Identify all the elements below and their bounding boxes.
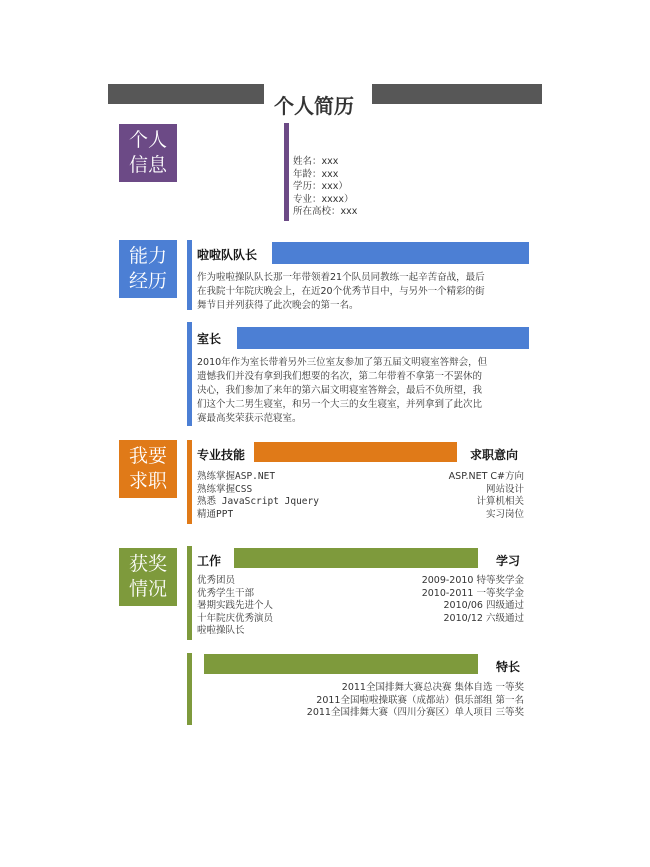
- exp1-text: 作为啦啦操队队长那一年带领着21个队员同教练一起辛苦奋战，最后 在我院十年院庆晚会上，在近20个优秀节目中，与另外一个精彩的街 舞节目并列获得了此次晚会的第一名。: [197, 272, 485, 311]
- study-item: 2009-2010 特等奖学金: [421, 575, 524, 586]
- intent-list: [449, 471, 524, 521]
- study-list: [422, 575, 524, 625]
- skill-item: 精通PPT: [197, 508, 234, 520]
- tag-ability: 能力 经历: [119, 240, 177, 298]
- study-title: 学习: [496, 554, 521, 568]
- work-title: 工作: [197, 554, 222, 568]
- exp2-title: 室长: [197, 332, 222, 346]
- tag-awards: 获奖 情况: [119, 548, 177, 606]
- job-divider: [187, 440, 192, 524]
- exp2-bar: [237, 327, 529, 349]
- work-list: [197, 575, 273, 638]
- personal-info-list: [293, 156, 357, 219]
- info-name: 姓名：xxx: [293, 156, 339, 167]
- skills-title: 专业技能: [197, 448, 246, 462]
- exp1-title: 啦啦队队长: [197, 248, 258, 262]
- header-bar-left: [108, 84, 264, 104]
- intent-title: 求职意向: [470, 448, 519, 462]
- work-item: 十年院庆优秀演员: [197, 612, 274, 624]
- special-title: 特长: [496, 660, 521, 674]
- skills-list: [197, 471, 319, 521]
- info-major: 专业：xxxx）: [293, 193, 354, 205]
- exp1-bar: [272, 242, 529, 264]
- work-item: 优秀团员: [197, 575, 236, 586]
- tag-personal-info: 个人 信息: [119, 124, 177, 182]
- special-item: 2011全国啦啦操联赛（成都站）俱乐部组 第一名: [316, 694, 524, 706]
- awards-bar: [234, 548, 478, 568]
- intent-item: ASP.NET C#方向: [448, 471, 524, 482]
- study-item: 2010-2011 一等奖学金: [421, 587, 524, 599]
- exp1-divider: [187, 240, 192, 310]
- work-item: 优秀学生干部: [197, 587, 255, 599]
- study-item: 2010/12 六级通过: [443, 612, 524, 624]
- special-divider: [187, 653, 192, 725]
- work-item: 暑期实践先进个人: [197, 600, 274, 611]
- skill-item: 熟练掌握ASP.NET: [197, 471, 276, 482]
- intent-item: 实习岗位: [485, 508, 524, 520]
- info-divider: [284, 123, 289, 221]
- special-bar: [204, 654, 478, 674]
- study-item: 2010/06 四级通过: [443, 600, 524, 611]
- special-item: 2011全国排舞大赛（四川分赛区）单人项目 三等奖: [306, 707, 524, 718]
- special-item: 2011全国排舞大赛总决赛 集体自选 一等奖: [341, 682, 524, 693]
- intent-item: 网站设计: [485, 483, 524, 495]
- info-age: 年龄：xxx: [293, 168, 339, 180]
- special-list: [307, 682, 524, 720]
- job-bar: [254, 442, 457, 462]
- exp2-divider: [187, 322, 192, 426]
- info-education: 学历：xxx）: [293, 181, 348, 192]
- page-title: 个人简历: [274, 94, 354, 118]
- info-school: 所在高校：xxx: [293, 206, 358, 217]
- work-item: 啦啦操队长: [197, 625, 245, 636]
- tag-job: 我要 求职: [119, 440, 177, 498]
- skill-item: 熟悉 JavaScript Jquery: [197, 496, 319, 507]
- header-bar-right: [372, 84, 542, 104]
- intent-item: 计算机相关: [476, 496, 524, 507]
- skill-item: 熟练掌握CSS: [197, 483, 253, 495]
- exp2-text: 2010年作为室长带着另外三位室友参加了第五届文明寝室答辩会，但 遗憾我们并没有拿到我们想要的名次，第二年带着不拿第一不罢休的 决心，我们参加了来年的第六届文明寝室答辩会，最后不负所望，我 们这个大二男生寝室，和另一个大三的女生寝室，并列拿到了此次比 赛最高奖荣获示范寝室。: [197, 357, 488, 424]
- awards-divider: [187, 546, 192, 640]
